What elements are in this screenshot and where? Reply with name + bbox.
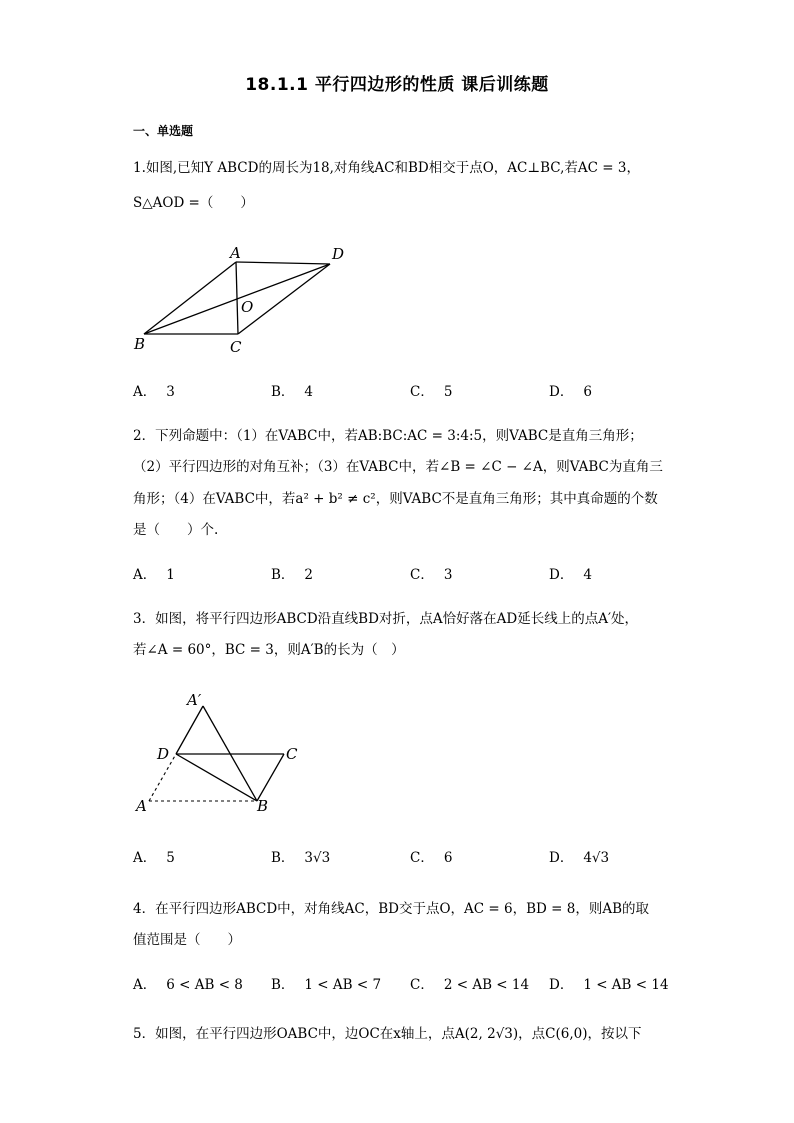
q1-option-a-text: 3 bbox=[166, 384, 175, 400]
q4-option-d[interactable] bbox=[549, 975, 669, 995]
q3-option-d-text: 4√3 bbox=[583, 850, 610, 866]
q1-option-a[interactable] bbox=[133, 382, 175, 402]
q3-label-b: B bbox=[257, 797, 269, 815]
q2-line-4: 是（ ）个. bbox=[133, 522, 219, 538]
q3-option-c-label: C． bbox=[410, 850, 434, 866]
q3-label-a-prime: A′ bbox=[187, 691, 202, 709]
q4-line-2: 值范围是（ ） bbox=[133, 932, 241, 948]
q2-option-d-text: 4 bbox=[583, 567, 592, 583]
q2-option-a-label: A． bbox=[133, 567, 157, 583]
q2-option-b-label: B． bbox=[271, 567, 295, 583]
q1-option-b-text: 4 bbox=[304, 384, 314, 400]
q4-option-c[interactable] bbox=[410, 975, 529, 995]
q1-label-o: O bbox=[241, 298, 254, 316]
q1-option-b-label: B． bbox=[271, 384, 295, 400]
q4-option-b[interactable] bbox=[271, 975, 381, 995]
q1-label-a: A bbox=[230, 244, 241, 262]
q1-label-c: C bbox=[230, 338, 242, 356]
q1-option-d-text: 6 bbox=[583, 384, 592, 400]
section-heading: 一、单选题 bbox=[133, 124, 194, 138]
q3-option-d-label: D． bbox=[549, 850, 574, 866]
q1-side-ad bbox=[236, 262, 330, 264]
q4-option-d-label: D． bbox=[549, 977, 574, 993]
q1-option-c-label: C． bbox=[410, 384, 434, 400]
q3-label-a: A bbox=[136, 797, 147, 815]
q3-option-b-label: B． bbox=[271, 850, 295, 866]
q1-option-d[interactable] bbox=[549, 382, 592, 402]
q3-fold-figure bbox=[130, 685, 320, 820]
q1-parallelogram-figure bbox=[130, 240, 360, 360]
q1-option-d-label: D． bbox=[549, 384, 574, 400]
q1-option-b[interactable] bbox=[271, 382, 313, 402]
q1-line-1: 1.如图,已知Y ABCD的周长为18,对角线AC和BD相交于点O，AC⊥BC,若AC = 3， bbox=[133, 160, 640, 176]
q4-line-1: 4．在平行四边形ABCD中，对角线AC，BD交于点O，AC = 6，BD = 8，则AB的取 bbox=[133, 901, 650, 917]
q2-option-d-label: D． bbox=[549, 567, 574, 583]
q1-diagonal-bd bbox=[144, 264, 330, 334]
q2-option-d[interactable] bbox=[549, 565, 592, 585]
page-title: 18.1.1 平行四边形的性质 课后训练题 bbox=[245, 75, 549, 95]
q1-option-a-label: A． bbox=[133, 384, 157, 400]
q1-option-c[interactable] bbox=[410, 382, 452, 402]
q2-option-c-text: 3 bbox=[443, 567, 453, 583]
q2-option-b[interactable] bbox=[271, 565, 313, 585]
q2-line-3: 角形；（4）在VABC中，若a² + b² ≠ c²，则VABC不是直角三角形；其中真命题的个数 bbox=[133, 491, 658, 507]
q2-option-a[interactable] bbox=[133, 565, 175, 585]
q1-option-c-text: 5 bbox=[443, 384, 453, 400]
q3-option-a[interactable] bbox=[133, 848, 175, 868]
q4-option-a[interactable] bbox=[133, 975, 243, 995]
q3-option-b-text: 3√3 bbox=[304, 850, 331, 866]
q4-option-b-text: 1 < AB < 7 bbox=[304, 977, 382, 993]
q5-line-1: 5．如图，在平行四边形OABC中，边OC在x轴上，点A(2, 2√3)，点C(6,0)，按以下 bbox=[133, 1026, 642, 1042]
q1-label-b: B bbox=[134, 335, 146, 353]
q1-diagonal-ac bbox=[236, 262, 238, 334]
q1-label-d: D bbox=[332, 245, 345, 263]
q2-option-b-text: 2 bbox=[304, 567, 314, 583]
q3-line-2: 若∠A = 60°，BC = 3，则A′B的长为（ ） bbox=[133, 642, 405, 658]
q3-label-c: C bbox=[286, 745, 298, 763]
q3-segment-cb bbox=[257, 754, 284, 801]
q3-segment-db bbox=[176, 754, 257, 801]
q4-option-a-text: 6 < AB < 8 bbox=[166, 977, 243, 993]
q4-option-c-text: 2 < AB < 14 bbox=[443, 977, 530, 993]
q2-option-c-label: C． bbox=[410, 567, 434, 583]
q1-line-2: S△AOD =（ ） bbox=[133, 195, 254, 211]
q4-option-c-label: C． bbox=[410, 977, 434, 993]
q3-label-d: D bbox=[157, 745, 170, 763]
q3-segment-da-prime bbox=[176, 706, 203, 754]
q2-line-2: （2）平行四边形的对角互补；（3）在VABC中，若∠B = ∠C − ∠A，则VABC为直角三 bbox=[133, 459, 663, 475]
q3-option-c-text: 6 bbox=[443, 850, 453, 866]
q2-line-1: 2．下列命题中：（1）在VABC中，若AB:BC:AC = 3:4:5，则VABC是直角三角形； bbox=[133, 428, 643, 444]
q3-option-d[interactable] bbox=[549, 848, 609, 868]
q3-option-a-text: 5 bbox=[166, 850, 175, 866]
q3-line-1: 3．如图，将平行四边形ABCD沿直线BD对折，点A恰好落在AD延长线上的点A′处， bbox=[133, 611, 639, 627]
q3-option-b[interactable] bbox=[271, 848, 330, 868]
q3-option-a-label: A． bbox=[133, 850, 157, 866]
q2-option-a-text: 1 bbox=[166, 567, 175, 583]
q1-side-ab bbox=[144, 262, 236, 334]
q2-option-c[interactable] bbox=[410, 565, 452, 585]
q4-option-d-text: 1 < AB < 14 bbox=[583, 977, 669, 993]
q4-option-b-label: B． bbox=[271, 977, 295, 993]
q3-option-c[interactable] bbox=[410, 848, 452, 868]
q4-option-a-label: A． bbox=[133, 977, 157, 993]
